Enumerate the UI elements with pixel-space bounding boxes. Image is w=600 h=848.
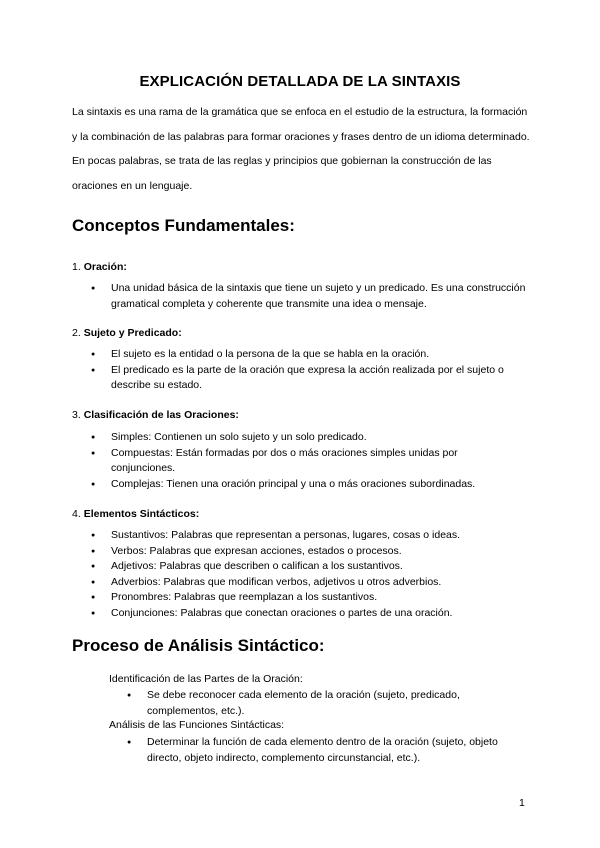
item-number: 4. — [72, 508, 81, 520]
item-number: 3. — [72, 409, 81, 421]
section-heading-conceptos: Conceptos Fundamentales: — [72, 216, 295, 235]
numbered-item-sujeto-predicado — [72, 327, 182, 339]
item-number: 1. — [72, 261, 81, 273]
item-label: Oración: — [83, 261, 127, 273]
list-item: ● Sustantivos: Palabras que representan a personas, lugares, cosas o ideas. — [91, 528, 551, 544]
bullet-list-identificacion — [127, 688, 512, 719]
list-item: ● Se debe reconocer cada elemento de la oración (sujeto, predicado, complementos, etc.). — [127, 688, 512, 719]
list-item: ● Adverbios: Palabras que modifican verbos, adjetivos u otros adverbios. — [91, 575, 551, 591]
list-item: ● Adjetivos: Palabras que describen o califican a los sustantivos. — [91, 559, 551, 575]
item-label: Clasificación de las Oraciones: — [83, 409, 239, 421]
page-number: 1 — [519, 797, 525, 809]
list-item: ● El predicado es la parte de la oración que expresa la acción realizada por el sujeto o describe su estado. — [91, 363, 531, 394]
list-item: ● Una unidad básica de la sintaxis que tiene un sujeto y un predicado. Es una construcción gramatical completa y coherente que transmite una idea o mensaje. — [91, 281, 531, 312]
bullet-list-funciones — [127, 735, 522, 766]
list-item: ● El sujeto es la entidad o la persona de la que se habla en la oración. — [91, 347, 531, 363]
numbered-item-elementos — [72, 508, 199, 520]
item-label: Elementos Sintácticos: — [83, 508, 200, 520]
item-label: Sujeto y Predicado: — [83, 327, 182, 339]
numbered-item-oracion — [72, 261, 127, 273]
section-heading-analisis: Proceso de Análisis Sintáctico: — [72, 636, 325, 655]
document-title: EXPLICACIÓN DETALLADA DE LA SINTAXIS — [139, 73, 461, 90]
list-item: ● Compuestas: Están formadas por dos o más oraciones simples unidas por conjunciones. — [91, 446, 511, 477]
list-item: ● Verbos: Palabras que expresan acciones, estados o procesos. — [91, 544, 551, 560]
numbered-item-clasificacion — [72, 409, 239, 421]
list-item: ● Simples: Contienen un solo sujeto y un solo predicado. — [91, 430, 511, 446]
bullet-list-clasificacion — [91, 430, 511, 492]
list-item: ● Complejas: Tienen una oración principal y una o más oraciones subordinadas. — [91, 477, 511, 493]
bullet-list-elementos — [91, 528, 551, 621]
list-item: ● Pronombres: Palabras que reemplazan a los sustantivos. — [91, 590, 551, 606]
list-item: ● Conjunciones: Palabras que conectan oraciones o partes de una oración. — [91, 606, 551, 622]
bullet-list-oracion — [91, 281, 531, 312]
item-number: 2. — [72, 327, 81, 339]
bullet-list-sujeto-predicado — [91, 347, 531, 394]
list-item: ● Determinar la función de cada elemento dentro de la oración (sujeto, objeto directo, objeto indirecto, complemento circunstancial, etc.). — [127, 735, 522, 766]
step-label-funciones: Análisis de las Funciones Sintácticas: — [109, 719, 285, 731]
step-label-identificacion: Identificación de las Partes de la Oración: — [109, 673, 303, 685]
intro-paragraph: La sintaxis es una rama de la gramática que se enfoca en el estudio de la estructura, la formación y la combinación de las palabras para formar oraciones y frases dentro de un idioma determinado. En pocas palabras, se trata de las reglas y principios que gobiernan la construcción de las oraciones en un lenguaje. — [72, 106, 530, 192]
